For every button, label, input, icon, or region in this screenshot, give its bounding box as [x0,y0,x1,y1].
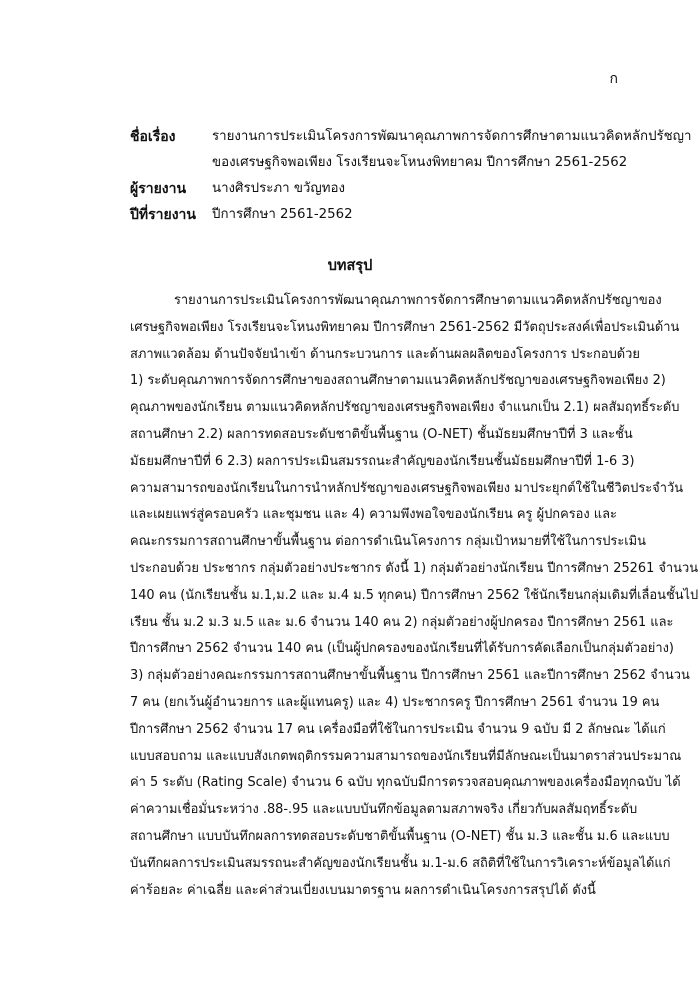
abstract-line: รายงานการประเมินโครงการพัฒนาคุณภาพการจัดการศึกษาตามแนวคิดหลักปรัชญาของ [174,293,662,308]
abstract-line: ปีการศึกษา 2562 จำนวน 140 คน (เป็นผู้ปกครองของนักเรียนที่ได้รับการคัดเลือกเป็นกลุ่มตัวอย่าง) [130,641,674,657]
year-value [212,202,630,228]
abstract-line: สภาพแวดล้อม ด้านปัจจัยนำเข้า ด้านกระบวนการ และด้านผลผลิตของโครงการ ประกอบด้วย [130,346,640,362]
reporter-name: นางศิรประภา ขวัญทอง [212,181,345,196]
report-year: ปีการศึกษา 2561-2562 [212,207,353,222]
abstract-line: คุณภาพของนักเรียน ตามแนวคิดหลักปรัชญาของเศรษฐกิจพอเพียง จำแนกเป็น 2.1) ผลสัมฤทธิ์ระดับ [130,400,680,416]
abstract-heading: บทสรุป [327,258,373,274]
abstract-line: สถานศึกษา แบบบันทึกผลการทดสอบระดับชาติขั้นพื้นฐาน (O-NET) ชั้น ม.3 และชั้น ม.6 และแบบ [130,828,670,844]
abstract-line: ประกอบด้วย ประชากร กลุ่มตัวอย่างประชากร ดังนี้ 1) กลุ่มตัวอย่างนักเรียน ปีการศึกษา 25261 จำนวน [130,560,699,576]
abstract-line: ค่าความเชื่อมั่นระหว่าง .88-.95 และแบบบันทึกข้อมูลตามสภาพจริง เกี่ยวกับผลสัมฤทธิ์ระดับ [130,802,638,818]
year-row [130,202,630,228]
abstract-line: บันทึกผลการประเมินสมรรถนะสำคัญของนักเรียนชั้น ม.1-ม.6 สถิติที่ใช้ในการวิเคราะห์ข้อมูลได้แก่ [130,855,671,871]
title-row [130,124,692,176]
reporter-label: ผู้รายงาน [130,181,187,197]
abstract-line: 3) กลุ่มตัวอย่างคณะกรรมการสถานศึกษาขั้นพื้นฐาน ปีการศึกษา 2561 และปีการศึกษา 2562 จำนวน [130,668,690,684]
reporter-value [212,176,630,202]
abstract-line: แบบสอบถาม และแบบสังเกตพฤติกรรมความสามารถของนักเรียนที่มีลักษณะเป็นมาตราส่วนประมาณ [130,748,682,764]
title-line: รายงานการประเมินโครงการพัฒนาคุณภาพการจัดการศึกษาตามแนวคิดหลักปรัชญา [212,129,692,144]
abstract-line: สถานศึกษา 2.2) ผลการทดสอบระดับชาติขั้นพื้นฐาน (O-NET) ชั้นมัธยมศึกษาปีที่ 3 และชั้น [130,426,633,442]
title-line: ของเศรษฐกิจพอเพียง โรงเรียนจะโหนงพิทยาคม ปีการศึกษา 2561-2562 [212,155,628,170]
title-value [212,124,691,176]
abstract-line: เรียน ชั้น ม.2 ม.3 ม.5 และ ม.6 จำนวน 140 คน 2) กลุ่มตัวอย่างผู้ปกครอง ปีการศึกษา 2561 และ [130,614,674,630]
abstract-line: 7 คน (ยกเว้นผู้อำนวยการ และผู้แทนครู) และ 4) ประชากรครู ปีการศึกษา 2561 จำนวน 19 คน [130,694,660,710]
page-number: ก [609,71,618,87]
abstract-line: 140 คน (นักเรียนชั้น ม.1,ม.2 และ ม.4 ม.5 ทุกคน) ปีการศึกษา 2562 ใช้นักเรียนกลุ่มเดิมที่เลื่อนชั้นไป [130,587,699,603]
report-metadata [130,124,692,228]
abstract-line: เศรษฐกิจพอเพียง โรงเรียนจะโหนงพิทยาคม ปีการศึกษา 2561-2562 มีวัตถุประสงค์เพื่อประเมินด้าน [130,319,680,335]
title-label: ชื่อเรื่อง [130,129,176,145]
abstract-line: และเผยแพร่สู่ครอบครัว และชุมชน และ 4) ความพึงพอใจของนักเรียน ครู ผู้ปกครอง และ [130,507,617,523]
abstract-line: ปีการศึกษา 2562 จำนวน 17 คน เครื่องมือที่ใช้ในการประเมิน จำนวน 9 ฉบับ มี 2 ลักษณะ ได้แก่ [130,721,666,737]
abstract-line: ค่าร้อยละ ค่าเฉลี่ย และค่าส่วนเบี่ยงเบนมาตรฐาน ผลการดำเนินโครงการสรุปได้ ดังนี้ [130,882,596,898]
abstract-line: มัธยมศึกษาปีที่ 6 2.3) ผลการประเมินสมรรถนะสำคัญของนักเรียนชั้นมัธยมศึกษาปีที่ 1-6 3) [130,453,635,469]
abstract-line: คณะกรรมการสถานศึกษาขั้นพื้นฐาน ต่อการดำเนินโครงการ กลุ่มเป้าหมายที่ใช้ในการประเมิน [130,534,646,550]
abstract-line: 1) ระดับคุณภาพการจัดการศึกษาของสถานศึกษาตามแนวคิดหลักปรัชญาของเศรษฐกิจพอเพียง 2) [130,373,666,389]
abstract-body [130,288,699,904]
reporter-row [130,176,630,202]
abstract-line: ค่า 5 ระดับ (Rating Scale) จำนวน 6 ฉบับ ทุกฉบับมีการตรวจสอบคุณภาพของเครื่องมือทุกฉบับ ได้ [130,775,681,791]
year-label: ปีที่รายงาน [130,207,196,223]
abstract-line: ความสามารถของนักเรียนในการนำหลักปรัชญาของเศรษฐกิจพอเพียง มาประยุกต์ใช้ในชีวิตประจำวัน [130,480,684,496]
